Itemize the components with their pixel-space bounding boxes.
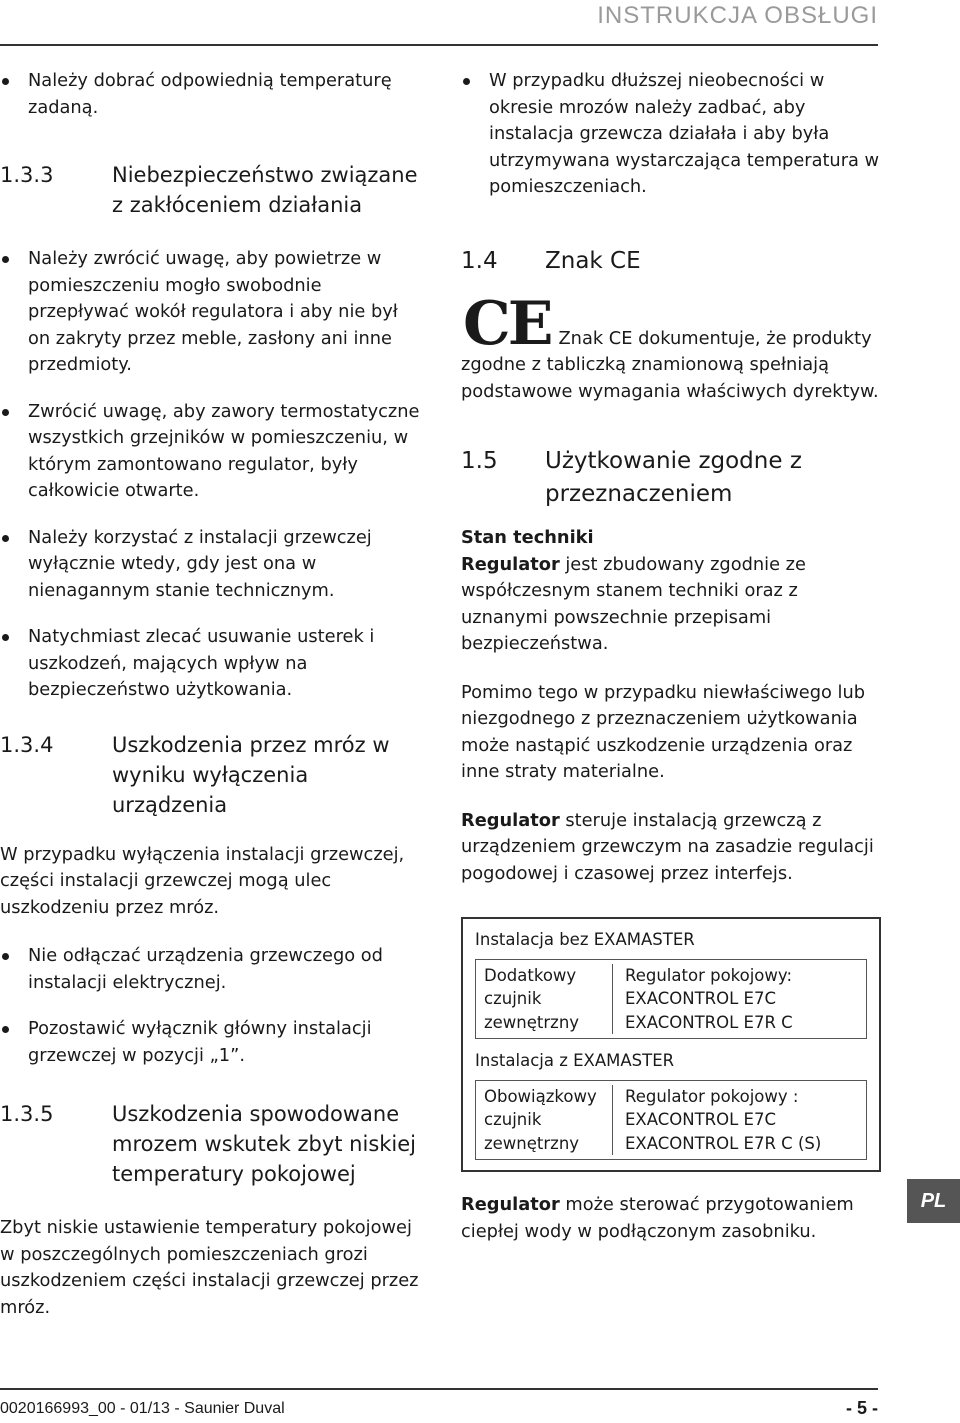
header-divider [0, 44, 878, 46]
table-cell: Obowiązkowy czujnik zewnętrzny [484, 1086, 597, 1153]
paragraph-text: jest zbudowany zgodnie ze współczesnym stanem techniki oraz z uznanymi powszechnie przepisami bezpieczeństwa. [461, 553, 806, 654]
section-number: 1.3.5 [0, 1102, 54, 1126]
page-number: - 5 - [845, 1398, 878, 1418]
keyword-regulator: Regulator [461, 553, 560, 575]
section-title: Niebezpieczeństwo związane z zakłóceniem działania [112, 163, 418, 217]
table-row [475, 959, 867, 1040]
installation-table [461, 917, 881, 1172]
section-number: 1.3.3 [0, 163, 54, 187]
header-title: INSTRUKCJA OBSŁUGI [597, 2, 878, 29]
paragraph [461, 808, 881, 888]
section-title: Uszkodzenia spowodowane mrozem wskutek zbyt niskiej temperatury pokojowej [112, 1102, 417, 1186]
section-number: 1.3.4 [0, 732, 54, 757]
table-header: Instalacja z EXAMASTER [475, 1051, 675, 1070]
section-heading-1-3-3 [0, 160, 425, 220]
stan-techniki-heading: Stan techniki [461, 527, 594, 548]
section-number: 1.5 [461, 448, 498, 474]
list-item: Należy zwrócić uwagę, aby powietrze w pomieszczeniu mogło swobodnie przepływać wokół regulatora i aby nie był on zakryty przez meble, zasłony ani inne przedmioty. [0, 246, 425, 379]
bullet-list-intro [0, 68, 425, 121]
table-row [475, 1080, 867, 1161]
keyword-regulator: Regulator [461, 1194, 560, 1215]
ce-mark-icon: CE [463, 288, 551, 359]
section-heading-1-4 [461, 245, 881, 278]
paragraph [461, 1192, 881, 1245]
ce-paragraph [461, 288, 881, 406]
table-cell: Regulator pokojowy : EXACONTROL E7C EXACONTROL E7R C (S) [612, 1085, 866, 1156]
list-item: W przypadku dłuższej nieobecności w okresie mrozów należy zadbać, aby instalacja grzewcza działała i aby była utrzymywana wystarczająca temperatura w pomieszczeniach. [461, 68, 881, 201]
table-cell: Dodatkowy czujnik zewnętrzny [484, 965, 580, 1032]
left-column [0, 68, 425, 1321]
section-heading-1-3-5 [0, 1099, 425, 1189]
section-heading-1-5 [461, 445, 881, 511]
ce-text: Znak CE dokumentuje, że produkty zgodne z tabliczką znamionową spełniają podstawowe wymagania właściwych dyrektyw. [461, 327, 879, 402]
list-item: Nie odłączać urządzenia grzewczego od instalacji elektrycznej. [0, 943, 425, 996]
paragraph: Zbyt niskie ustawienie temperatury pokojowej w poszczególnych pomieszczeniach grozi uszkodzeniem części instalacji grzewczej przez mróz. [0, 1217, 419, 1318]
list-item: Należy dobrać odpowiednią temperaturę zadaną. [0, 68, 425, 121]
section-number: 1.4 [461, 247, 498, 274]
list-item: Należy korzystać z instalacji grzewczej wyłącznie wtedy, gdy jest ona w nienagannym stanie technicznym. [0, 525, 425, 605]
bullet-list-1-3-4 [0, 943, 425, 1069]
paragraph: Pomimo tego w przypadku niewłaściwego lub niezgodnego z przeznaczeniem użytkowania może nastąpić uszkodzenie urządzenia oraz inne straty materialne. [461, 681, 866, 782]
right-column [461, 68, 881, 1245]
list-item: Pozostawić wyłącznik główny instalacji grzewczej w pozycji „1”. [0, 1016, 425, 1069]
table-header: Instalacja bez EXAMASTER [475, 930, 695, 949]
paragraph-text: może sterować przygotowaniem ciepłej wody w podłączonym zasobniku. [461, 1194, 854, 1242]
language-tab: PL [907, 1179, 960, 1223]
list-item: Zwrócić uwagę, aby zawory termostatyczne wszystkich grzejników w pomieszczeniu, w którym zamontowano regulator, były całkowicie otwarte. [0, 399, 425, 505]
list-item: Natychmiast zlecać usuwanie usterek i uszkodzeń, mających wpływ na bezpieczeństwo użytkowania. [0, 624, 425, 704]
footer-doc-id: 0020166993_00 - 01/13 - Saunier Duval [0, 1400, 285, 1417]
paragraph-text: steruje instalacją grzewczą z urządzeniem grzewczym na zasadzie regulacji pogodowej i czasowej przez interfejs. [461, 809, 874, 884]
section-heading-1-3-4 [0, 730, 425, 820]
paragraph [461, 552, 881, 658]
paragraph: W przypadku wyłączenia instalacji grzewczej, części instalacji grzewczej mogą ulec uszkodzeniu przez mróz. [0, 843, 405, 918]
bullet-list-intro-right [461, 68, 881, 201]
bullet-list-1-3-3 [0, 246, 425, 704]
section-title: Uszkodzenia przez mróz w wyniku wyłączenia urządzenia [112, 732, 390, 817]
keyword-regulator: Regulator [461, 809, 560, 831]
table-cell: Regulator pokojowy: EXACONTROL E7C EXACONTROL E7R C [612, 964, 866, 1035]
section-title: Użytkowanie zgodne z przeznaczeniem [545, 448, 802, 507]
section-title: Znak CE [545, 247, 641, 274]
footer-divider [0, 1388, 878, 1390]
